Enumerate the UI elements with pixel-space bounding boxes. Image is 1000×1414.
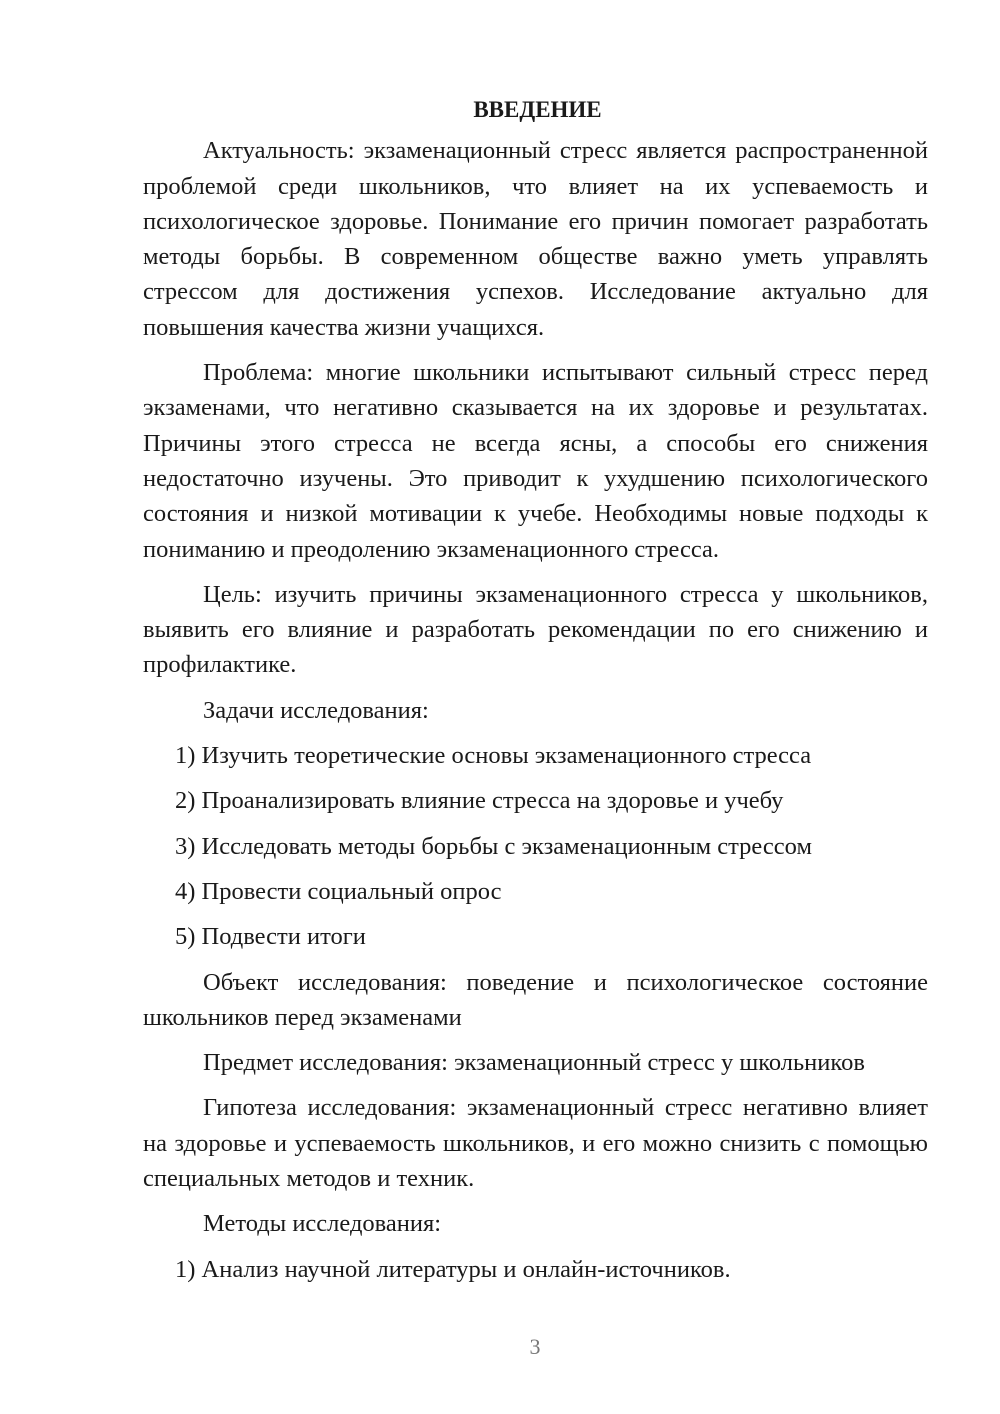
problem-paragraph: Проблема: многие школьники испытывают сильный стресс перед экзаменами, что негативно сказывается на их здоровье и результатах. Причины этого стресса не всегда ясны, а способы его снижения недостаточно изучены. Это приводит к ухудшению психологического состояния и низкой мотивации к учебе. Необходимы новые подходы к пониманию и преодолению экзаменационного стресса. xyxy=(143,359,928,563)
goal-paragraph: Цель: изучить причины экзаменационного стресса у школьников, выявить его влияние и разработать рекомендации по его снижению и профилактике. xyxy=(143,580,928,679)
task-item: 2) Проанализировать влияние стресса на здоровье и учебу xyxy=(175,787,784,815)
tasks-heading: Задачи исследования: xyxy=(203,696,429,724)
hypothesis-paragraph: Гипотеза исследования: экзаменационный стресс негативно влияет на здоровье и успеваемость школьников, и его можно снизить с помощью специальных методов и техник. xyxy=(143,1094,928,1193)
task-item: 4) Провести социальный опрос xyxy=(175,877,502,905)
relevance-paragraph: Актуальность: экзаменационный стресс является распространенной проблемой среди школьников, что влияет на их успеваемость и психологическое здоровье. Понимание его причин помогает разработать методы борьбы. В современном обществе важно уметь управлять стрессом для достижения успехов. Исследование актуально для повышения качества жизни учащихся. xyxy=(143,137,928,341)
task-item: 5) Подвести итоги xyxy=(175,923,366,951)
page-number: 3 xyxy=(529,1334,541,1359)
section-title: ВВЕДЕНИЕ xyxy=(473,97,602,122)
task-item: 1) Изучить теоретические основы экзаменационного стресса xyxy=(175,742,812,770)
object-paragraph: Объект исследования: поведение и психологическое состояние школьников перед экзаменами xyxy=(143,968,928,1031)
task-item: 3) Исследовать методы борьбы с экзаменационным стрессом xyxy=(175,832,812,860)
subject-paragraph: Предмет исследования: экзаменационный стресс у школьников xyxy=(203,1049,865,1077)
page-content xyxy=(143,92,928,1297)
method-item: 1) Анализ научной литературы и онлайн-источников. xyxy=(175,1255,731,1283)
methods-heading: Методы исследования: xyxy=(203,1210,442,1238)
